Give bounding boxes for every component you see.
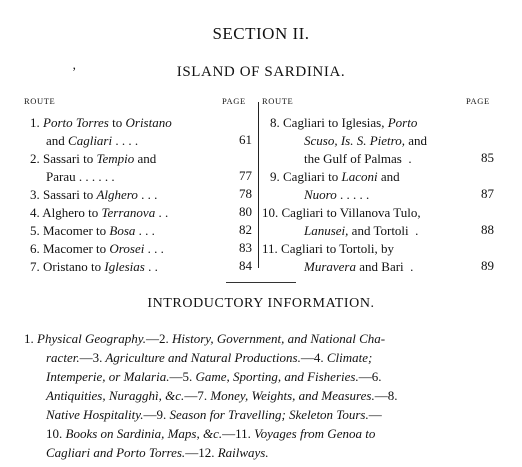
island-title: ISLAND OF SARDINIA. xyxy=(176,64,346,80)
route-11-page: 89 xyxy=(481,258,494,273)
route-10 xyxy=(262,204,421,240)
route-8 xyxy=(270,114,427,168)
route-7-page: 84 xyxy=(239,258,252,273)
route-5: 5. Macomer to Bosa . . . xyxy=(30,223,155,238)
route-1-line-2: and Cagliari . . . . xyxy=(46,133,139,148)
route-9 xyxy=(270,168,400,204)
route-8-line-2: Scuso, Is. S. Pietro, and xyxy=(304,133,428,148)
left-page-header: PAGE xyxy=(222,96,246,106)
route-7: 7. Oristano to Iglesias . . xyxy=(30,259,158,274)
intro-line-1: 1. Physical Geography.—2. History, Government, and National Cha- xyxy=(24,331,386,346)
column-divider xyxy=(258,102,259,268)
route-11 xyxy=(262,240,413,276)
route-6: 6. Macomer to Orosei . . . xyxy=(30,241,164,256)
intro-title: INTRODUCTORY INFORMATION. xyxy=(147,296,375,311)
intro-line-7: Cagliari and Porto Torres.—12. Railways. xyxy=(46,445,269,460)
stray-mark: ’ xyxy=(72,64,77,79)
separator-rule xyxy=(226,282,296,283)
route-2-line-2: Parau . . . . . . xyxy=(46,169,115,184)
route-8-line-1: 8. Cagliari to Iglesias, Porto xyxy=(270,115,418,130)
route-10-line-2: Lanusei, and Tortoli . xyxy=(304,223,419,238)
route-9-line-1: 9. Cagliari to Laconi and xyxy=(270,169,400,184)
route-1-page: 61 xyxy=(239,132,252,147)
route-3: 3. Sassari to Alghero . . . xyxy=(30,187,158,202)
route-8-line-3: the Gulf of Palmas . xyxy=(304,151,412,166)
route-4: 4. Alghero to Terranova . . xyxy=(30,205,169,220)
route-11-line-1: 11. Cagliari to Tortoli, by xyxy=(262,241,394,256)
section-title: SECTION II. xyxy=(212,24,310,43)
route-10-line-1: 10. Cagliari to Villanova Tulo, xyxy=(262,205,421,220)
route-1-line-1: 1. Porto Torres to Oristano xyxy=(30,115,172,130)
route-2 xyxy=(30,150,156,186)
right-route-header: ROUTE xyxy=(262,96,294,106)
left-route-header: ROUTE xyxy=(24,96,56,106)
route-9-page: 87 xyxy=(481,186,494,201)
intro-line-6: 10. Books on Sardinia, Maps, &c.—11. Voyages from Genoa to xyxy=(46,426,376,441)
route-8-page: 85 xyxy=(481,150,494,165)
route-4-page: 80 xyxy=(239,204,252,219)
route-9-line-2: Nuoro . . . . . xyxy=(304,187,370,202)
intro-line-4: Antiquities, Nuragghì, &c.—7. Money, Weights, and Measures.—8. xyxy=(46,388,398,403)
route-2-page: 77 xyxy=(239,168,252,183)
route-3-page: 78 xyxy=(239,186,252,201)
route-5-page: 82 xyxy=(239,222,252,237)
right-page-header: PAGE xyxy=(466,96,490,106)
route-11-line-2: Muravera and Bari . xyxy=(304,259,414,274)
intro-line-5: Native Hospitality.—9. Season for Travelling; Skeleton Tours.— xyxy=(46,407,382,422)
intro-line-2: racter.—3. Agriculture and Natural Productions.—4. Climate; xyxy=(46,350,373,365)
route-2-line-1: 2. Sassari to Tempio and xyxy=(30,151,157,166)
intro-line-3: Intemperie, or Malaria.—5. Game, Sporting, and Fisheries.—6. xyxy=(46,369,382,384)
route-6-page: 83 xyxy=(239,240,252,255)
route-10-page: 88 xyxy=(481,222,494,237)
route-1 xyxy=(30,114,172,150)
